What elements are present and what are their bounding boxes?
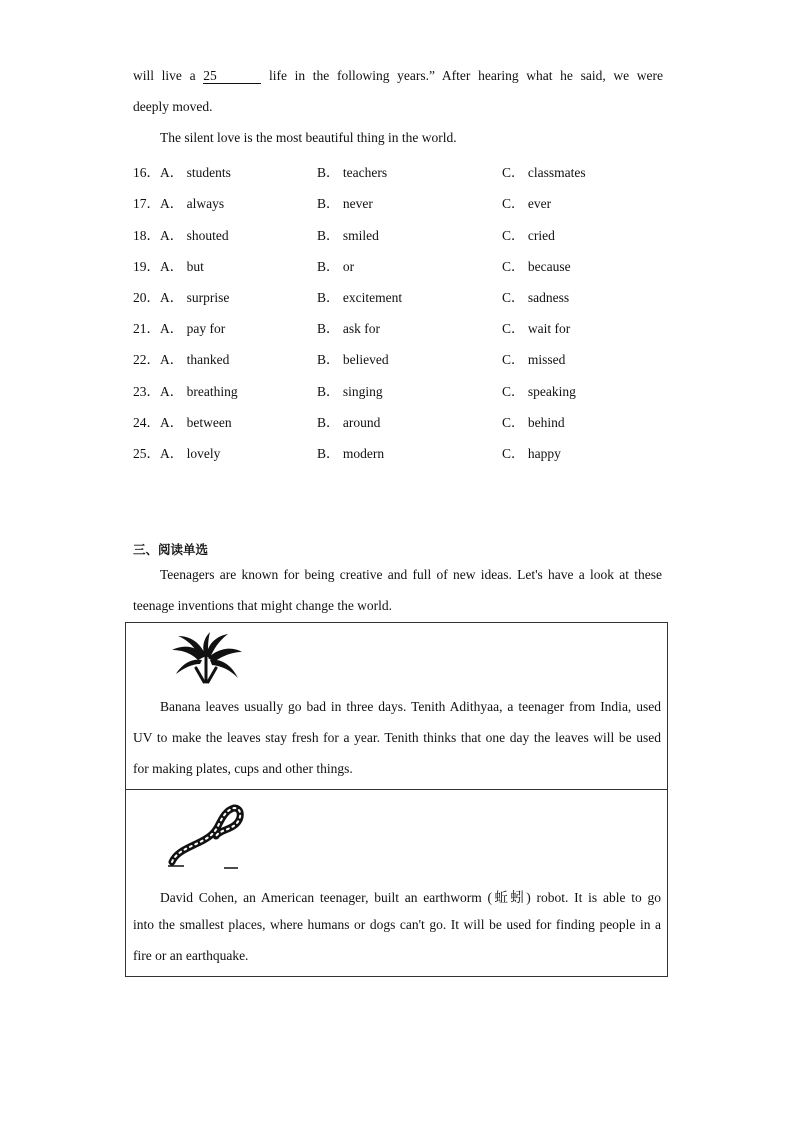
question-number: 20． — [133, 290, 160, 305]
option-a: A． surprise — [160, 290, 230, 305]
option-c: C． because — [502, 259, 571, 274]
option-c: C． behind — [502, 415, 565, 430]
question-row — [133, 380, 663, 400]
question-number: 17． — [133, 196, 160, 211]
option-a: A． shouted — [160, 228, 229, 243]
passage-line-2: deeply moved. — [133, 99, 213, 114]
question-row — [133, 348, 663, 368]
question-row — [133, 317, 663, 337]
option-b: B． excitement — [317, 290, 403, 305]
question-row — [133, 442, 663, 462]
invention-card-banana — [125, 622, 668, 790]
answer-blank: 25 — [203, 69, 261, 84]
question-row — [133, 192, 663, 212]
question-row — [133, 411, 663, 431]
option-b: B． ask for — [317, 321, 380, 336]
question-number: 16． — [133, 165, 160, 180]
question-number: 24． — [133, 415, 160, 430]
option-c: C． wait for — [502, 321, 571, 336]
option-b: B． around — [317, 415, 381, 430]
passage-text: will live a — [133, 68, 196, 83]
question-number: 19． — [133, 259, 160, 274]
section-intro-line-1: Teenagers are known for being creative and full of new ideas. Let's have a look at these — [160, 567, 662, 582]
option-b: B． singing — [317, 384, 383, 399]
question-row — [133, 286, 663, 306]
passage-line-3: The silent love is the most beautiful thing in the world. — [160, 130, 457, 145]
invention-text-line: Banana leaves usually go bad in three days. Tenith Adithyaa, a teenager from India, used — [160, 699, 661, 714]
question-number: 23． — [133, 384, 160, 399]
option-a: A． lovely — [160, 446, 221, 461]
option-a: A． thanked — [160, 352, 230, 367]
invention-text-line: for making plates, cups and other things. — [133, 761, 353, 776]
banana-plant-icon — [166, 628, 246, 684]
option-b: B． never — [317, 196, 373, 211]
option-b: B． or — [317, 259, 355, 274]
section-title: 三、阅读单选 — [133, 542, 209, 557]
question-row — [133, 161, 663, 181]
section-intro-line-2: teenage inventions that might change the world. — [133, 598, 393, 613]
question-number: 18． — [133, 228, 160, 243]
question-row — [133, 255, 663, 275]
option-a: A． students — [160, 165, 231, 180]
option-c: C． missed — [502, 352, 566, 367]
option-b: B． believed — [317, 352, 389, 367]
option-a: A． but — [160, 259, 204, 274]
option-a: A． pay for — [160, 321, 226, 336]
passage-line-1 — [133, 68, 663, 84]
option-b: B． teachers — [317, 165, 388, 180]
question-row — [133, 224, 663, 244]
invention-text-line: UV to make the leaves stay fresh for a year. Tenith thinks that one day the leaves will be used — [133, 730, 661, 745]
earthworm-icon — [164, 800, 244, 872]
option-a: A． breathing — [160, 384, 238, 399]
option-c: C． classmates — [502, 165, 586, 180]
option-c: C． speaking — [502, 384, 576, 399]
option-c: C． cried — [502, 228, 555, 243]
invention-text-line: into the smallest places, where humans or dogs can't go. It will be used for finding people in a — [133, 917, 661, 932]
question-number: 21． — [133, 321, 160, 336]
question-number: 22． — [133, 352, 160, 367]
option-b: B． smiled — [317, 228, 379, 243]
invention-card-earthworm — [125, 789, 668, 977]
question-number: 25． — [133, 446, 160, 461]
passage-text: life in the following years.” After hearing what he said, we were — [268, 68, 664, 83]
option-c: C． happy — [502, 446, 561, 461]
option-c: C． sadness — [502, 290, 570, 305]
invention-text-line: David Cohen, an American teenager, built an earthworm (蚯蚓) robot. It is able to go — [160, 890, 661, 905]
option-c: C． ever — [502, 196, 552, 211]
option-a: A． always — [160, 196, 225, 211]
option-b: B． modern — [317, 446, 385, 461]
invention-text-line: fire or an earthquake. — [133, 948, 249, 963]
option-a: A． between — [160, 415, 232, 430]
